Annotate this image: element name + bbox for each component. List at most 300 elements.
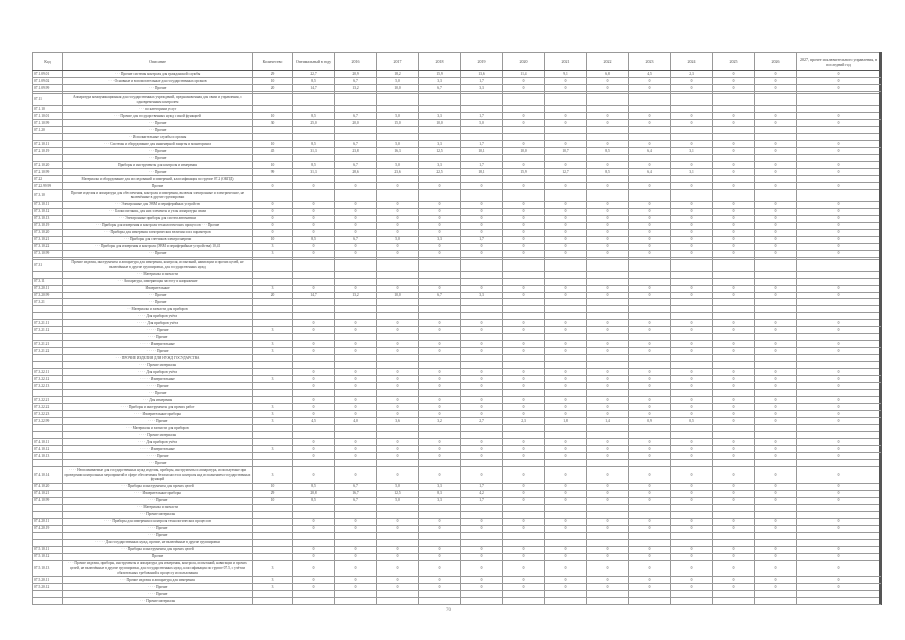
row-description: · · · Прочие	[63, 155, 253, 162]
row-value: 0	[755, 584, 797, 591]
row-code	[33, 504, 63, 511]
row-value	[797, 511, 881, 518]
row-value	[503, 362, 545, 369]
row-value	[587, 591, 629, 598]
row-value: 0	[545, 383, 587, 390]
row-value: 1,7	[461, 497, 503, 504]
row-value	[587, 94, 629, 106]
table-row	[33, 134, 881, 141]
row-value: 0	[335, 250, 377, 257]
row-value	[587, 334, 629, 341]
row-value: 0	[671, 320, 713, 327]
row-value	[755, 362, 797, 369]
row-value	[419, 362, 461, 369]
row-value	[671, 591, 713, 598]
row-value	[253, 439, 293, 446]
table-row	[33, 161, 881, 168]
row-value: 1,8	[545, 418, 587, 425]
row-value	[293, 278, 335, 285]
table-row	[33, 306, 881, 313]
table-row	[33, 390, 881, 397]
row-value: 0	[377, 467, 419, 484]
row-value: 0	[545, 141, 587, 148]
row-value	[461, 155, 503, 162]
row-value: 14,7	[293, 292, 335, 299]
row-value: 3	[253, 560, 293, 577]
row-value	[713, 460, 755, 467]
row-value	[629, 591, 671, 598]
row-value: 0	[755, 483, 797, 490]
row-value: 0	[755, 369, 797, 376]
row-value	[713, 591, 755, 598]
row-description: · · · · Измерительные приборы	[63, 490, 253, 497]
row-value: 0	[713, 560, 755, 577]
row-value: 25,0	[293, 120, 335, 127]
row-description: · · · Основные и вспомогательные для государственных органов	[63, 78, 253, 85]
row-value: 0	[545, 439, 587, 446]
row-value	[671, 189, 713, 201]
row-value: 16,3	[377, 148, 419, 155]
row-value: 0	[253, 182, 293, 189]
row-value: 0	[503, 411, 545, 418]
row-value: 8,5	[293, 483, 335, 490]
row-value	[797, 532, 881, 539]
row-value: 0	[713, 215, 755, 222]
row-code: 07.3.10	[33, 189, 63, 201]
row-value: 0	[671, 201, 713, 208]
table-row	[33, 71, 881, 78]
row-value: 0	[377, 348, 419, 355]
table-row	[33, 189, 881, 201]
row-code: 07.22.99.99	[33, 182, 63, 189]
row-value	[335, 278, 377, 285]
row-value: 15,9	[419, 71, 461, 78]
column-header: 2025	[713, 53, 755, 71]
row-value: 0	[713, 577, 755, 584]
row-value: 0	[629, 78, 671, 85]
row-value: 0	[461, 376, 503, 383]
row-value: 12,7	[545, 168, 587, 175]
row-value	[755, 591, 797, 598]
row-value: 0	[797, 208, 881, 215]
row-value	[755, 355, 797, 362]
row-value	[755, 390, 797, 397]
row-value: 0	[503, 446, 545, 453]
row-value	[419, 591, 461, 598]
row-value: 0	[587, 446, 629, 453]
table-row	[33, 201, 881, 208]
row-value	[503, 94, 545, 106]
row-value	[461, 189, 503, 201]
row-value: 0	[713, 141, 755, 148]
table-row	[33, 243, 881, 250]
row-value: 0	[461, 215, 503, 222]
table-row	[33, 327, 881, 334]
row-value: 0	[671, 327, 713, 334]
row-value: 0	[755, 320, 797, 327]
row-value: 0	[545, 182, 587, 189]
row-value	[713, 155, 755, 162]
row-value: 0	[545, 320, 587, 327]
row-value: 3	[253, 341, 293, 348]
row-value: 0	[253, 229, 293, 236]
row-value	[253, 460, 293, 467]
row-value	[587, 598, 629, 605]
row-value: 0	[671, 383, 713, 390]
row-value: 20,0	[335, 120, 377, 127]
row-value	[335, 313, 377, 320]
row-code	[33, 539, 63, 546]
row-description: · · · · Прочие материалы	[63, 362, 253, 369]
row-value: 0	[335, 208, 377, 215]
row-description: · · · Блоки питания, для них элементы и узлы аппаратуры связи	[63, 208, 253, 215]
row-value: 0	[629, 404, 671, 411]
row-value	[587, 362, 629, 369]
row-description: · · · Электронные приборы для систем автоматики	[63, 215, 253, 222]
row-value: 0	[755, 243, 797, 250]
row-value	[545, 175, 587, 182]
row-value: 0	[503, 348, 545, 355]
row-value: 0	[293, 404, 335, 411]
row-value: 31,3	[293, 168, 335, 175]
row-value	[377, 189, 419, 201]
table-row	[33, 560, 881, 577]
row-value	[545, 299, 587, 306]
row-description: · · · Приборы и инструменты для прочих целей	[63, 546, 253, 553]
table-row	[33, 518, 881, 525]
row-value: 0	[629, 250, 671, 257]
row-value: 22,5	[419, 168, 461, 175]
table-row	[33, 411, 881, 418]
row-value: 0	[335, 201, 377, 208]
row-description: · · · · · Прочие	[63, 383, 253, 390]
row-value	[293, 355, 335, 362]
row-value	[755, 175, 797, 182]
row-value	[629, 390, 671, 397]
row-value: 0	[503, 518, 545, 525]
row-value: 0	[671, 483, 713, 490]
row-value: 0	[545, 584, 587, 591]
row-value	[461, 532, 503, 539]
row-value: 0	[713, 250, 755, 257]
row-value	[713, 539, 755, 546]
row-description: · · · · Прочие	[63, 525, 253, 532]
row-description: Прочие изделия, инструменты и аппаратура для измерения, контроля, испытаний, навигации и прочих целей, не включённые в другие группировки, для государственных нужд	[63, 259, 253, 271]
row-value: 0	[253, 215, 293, 222]
row-value: 20	[253, 292, 293, 299]
row-value	[461, 591, 503, 598]
row-value	[253, 189, 293, 201]
row-value	[545, 432, 587, 439]
row-value: 0	[797, 320, 881, 327]
row-value	[797, 313, 881, 320]
row-value	[419, 175, 461, 182]
row-value: 0	[629, 229, 671, 236]
row-value: 0	[671, 208, 713, 215]
row-value: 0	[503, 229, 545, 236]
row-value: 0	[335, 383, 377, 390]
row-value: 0	[461, 369, 503, 376]
row-value	[797, 591, 881, 598]
row-value: 5,0	[377, 141, 419, 148]
row-value: 0	[629, 243, 671, 250]
row-value: 0	[335, 285, 377, 292]
row-value: 0	[713, 85, 755, 92]
row-value: 3,3	[419, 483, 461, 490]
row-value: 0	[755, 168, 797, 175]
row-value	[503, 591, 545, 598]
row-value	[293, 155, 335, 162]
row-value	[629, 425, 671, 432]
row-value	[629, 155, 671, 162]
row-value	[419, 432, 461, 439]
row-description: · · · · · Прочие	[63, 348, 253, 355]
row-value: 0	[671, 215, 713, 222]
row-value: 0	[797, 182, 881, 189]
row-value	[253, 425, 293, 432]
row-description: · · · Материалы и запчасти для приборов	[63, 425, 253, 432]
row-value: 0	[335, 369, 377, 376]
row-value: 10	[253, 78, 293, 85]
row-value: 0	[293, 320, 335, 327]
row-value: 0	[335, 327, 377, 334]
row-value	[545, 271, 587, 278]
table-row	[33, 539, 881, 546]
row-value: 0	[253, 208, 293, 215]
row-value	[629, 106, 671, 113]
row-code: 07.1.10	[33, 106, 63, 113]
row-value: 0	[587, 85, 629, 92]
row-code	[33, 271, 63, 278]
row-value	[461, 432, 503, 439]
row-value	[503, 511, 545, 518]
row-value: 0	[797, 120, 881, 127]
row-value: 0	[629, 383, 671, 390]
row-code: 07.3.10.11	[33, 201, 63, 208]
row-value	[377, 355, 419, 362]
row-code: 07.3.22.13	[33, 383, 63, 390]
row-value: 0	[755, 78, 797, 85]
row-value: 0	[797, 518, 881, 525]
row-value: 0	[419, 208, 461, 215]
row-value: 0	[419, 243, 461, 250]
row-value	[419, 511, 461, 518]
row-value: 20,9	[335, 71, 377, 78]
row-value: 0	[293, 376, 335, 383]
row-value	[629, 259, 671, 271]
row-value: 0	[587, 292, 629, 299]
row-value: 99	[253, 168, 293, 175]
row-value: 6,7	[419, 292, 461, 299]
row-value: 0	[503, 236, 545, 243]
row-value: 0	[671, 229, 713, 236]
row-value: 0	[461, 383, 503, 390]
row-value: 0	[335, 411, 377, 418]
row-value: 0	[797, 584, 881, 591]
row-value	[587, 189, 629, 201]
row-value: 0	[503, 483, 545, 490]
row-value	[629, 278, 671, 285]
row-value	[419, 134, 461, 141]
row-value: 0	[797, 250, 881, 257]
row-value: 0	[503, 490, 545, 497]
row-value: 0	[587, 490, 629, 497]
row-value: 0	[503, 497, 545, 504]
row-code: 07.3.21.12	[33, 327, 63, 334]
row-value: 0	[629, 161, 671, 168]
table-row	[33, 259, 881, 271]
row-description: · · · ПРОЧИЕ ИЗДЕЛИЯ ДЛЯ НУЖД ГОСУДАРСТВА	[63, 355, 253, 362]
row-value: 0	[797, 453, 881, 460]
row-value	[797, 306, 881, 313]
row-value: 0	[545, 397, 587, 404]
row-value	[587, 355, 629, 362]
row-value	[545, 598, 587, 605]
table-row	[33, 383, 881, 390]
row-value: 0	[545, 285, 587, 292]
row-value: 0	[713, 453, 755, 460]
row-value	[587, 106, 629, 113]
row-value	[797, 598, 881, 605]
table-row	[33, 113, 881, 120]
row-value	[713, 432, 755, 439]
column-header: Описание	[63, 53, 253, 71]
row-value: 11,4	[503, 71, 545, 78]
row-value	[335, 598, 377, 605]
row-value: 3,3	[461, 85, 503, 92]
row-description: · · · Прочие	[63, 127, 253, 134]
table-row	[33, 155, 881, 162]
row-code: 07.1.10.99	[33, 120, 63, 127]
row-value: 23,8	[335, 148, 377, 155]
row-value: 29	[253, 490, 293, 497]
row-value	[713, 127, 755, 134]
row-value: 0	[419, 229, 461, 236]
row-value: 3,3	[419, 141, 461, 148]
row-description: · · · Системы и оборудование для инженерной защиты и мониторинга	[63, 141, 253, 148]
row-value: 0	[545, 85, 587, 92]
row-value: 0	[293, 577, 335, 584]
row-value	[253, 369, 293, 376]
row-value	[545, 278, 587, 285]
table-row	[33, 467, 881, 484]
row-value: 0	[629, 376, 671, 383]
row-value	[755, 259, 797, 271]
row-value	[293, 299, 335, 306]
table-row	[33, 577, 881, 584]
row-value	[545, 355, 587, 362]
row-value	[713, 313, 755, 320]
column-header: 2026	[755, 53, 797, 71]
row-value: 0	[545, 201, 587, 208]
row-value: 0,9	[629, 418, 671, 425]
row-code	[33, 532, 63, 539]
row-value: 5,0	[461, 120, 503, 127]
row-value: 0	[629, 141, 671, 148]
row-value: 0	[503, 439, 545, 446]
row-code: 07.4.20.11	[33, 518, 63, 525]
row-value: 0	[461, 411, 503, 418]
row-value	[629, 355, 671, 362]
row-value	[461, 425, 503, 432]
row-value: 0	[755, 404, 797, 411]
table-row	[33, 141, 881, 148]
row-value	[335, 334, 377, 341]
row-value: 0	[377, 285, 419, 292]
row-value: 0	[377, 320, 419, 327]
row-value: 0	[587, 285, 629, 292]
row-value: 0	[461, 285, 503, 292]
row-value: 1,7	[461, 78, 503, 85]
row-value: 0	[293, 553, 335, 560]
table-row	[33, 432, 881, 439]
row-value: 0	[545, 120, 587, 127]
row-value: 0	[461, 250, 503, 257]
row-value	[253, 278, 293, 285]
table-body	[33, 71, 881, 605]
row-value	[713, 306, 755, 313]
row-value: 0	[797, 404, 881, 411]
row-value: 0	[545, 208, 587, 215]
row-value: 0	[419, 201, 461, 208]
row-value: 0	[587, 341, 629, 348]
table-row	[33, 292, 881, 299]
row-value	[755, 106, 797, 113]
column-header: Код	[33, 53, 63, 71]
row-value	[377, 271, 419, 278]
row-code: 07.3.10.13	[33, 215, 63, 222]
row-description: · · · · · Для государственных нужд, прочие, не включённые в другие группировки	[63, 539, 253, 546]
data-table	[32, 52, 882, 605]
row-description: · · · Прочие изделия, приборы, инструменты и аппаратура для измерения, контроля, испытаний, навигации и прочих целей, не включённые в другие группировки, для государственных нужд, классификация по группе 07.5, с учётом обязательных требований к процессу использования	[63, 560, 253, 577]
table-row	[33, 439, 881, 446]
row-value	[629, 189, 671, 201]
row-value: 0	[377, 182, 419, 189]
row-value	[293, 271, 335, 278]
row-value	[253, 598, 293, 605]
row-value	[629, 134, 671, 141]
row-value: 13,2	[335, 85, 377, 92]
row-value: 22,7	[293, 71, 335, 78]
row-value	[797, 539, 881, 546]
row-value: 0	[755, 560, 797, 577]
row-value	[797, 425, 881, 432]
row-value	[461, 362, 503, 369]
row-description: · · · Прочие системы контроля для гражданской службы	[63, 71, 253, 78]
table-row	[33, 483, 881, 490]
row-value	[755, 532, 797, 539]
row-value	[797, 504, 881, 511]
row-value: 0	[335, 229, 377, 236]
row-value: 0	[503, 553, 545, 560]
row-description: · · · · Прочие	[63, 334, 253, 341]
row-code: 07.4.10.14	[33, 467, 63, 484]
table-row	[33, 369, 881, 376]
row-value	[253, 532, 293, 539]
row-value: 0	[713, 292, 755, 299]
row-value: 0	[713, 525, 755, 532]
row-value: 6,7	[335, 497, 377, 504]
row-value: 0	[461, 348, 503, 355]
row-value: 45	[253, 148, 293, 155]
row-value	[377, 532, 419, 539]
row-value	[253, 546, 293, 553]
row-value	[629, 532, 671, 539]
row-value: 0	[629, 490, 671, 497]
row-value: 0	[755, 411, 797, 418]
row-value: 0	[461, 525, 503, 532]
row-value: 3,6	[377, 418, 419, 425]
